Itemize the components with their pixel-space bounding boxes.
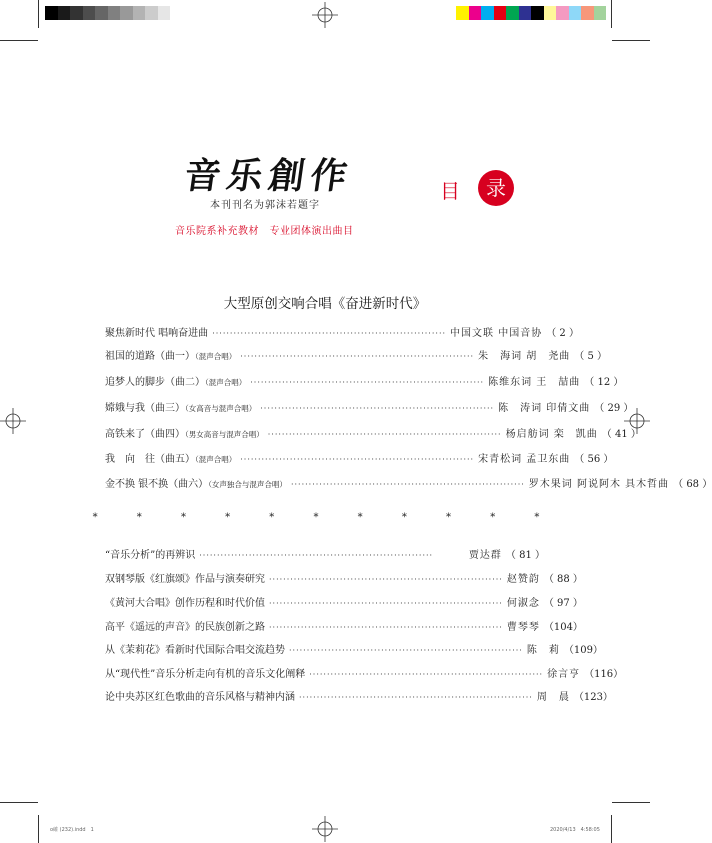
- entry-page: （ 81 ）: [505, 550, 545, 561]
- gray-swatch: [108, 6, 121, 20]
- entry-credit: 何淑念: [506, 598, 540, 609]
- entry-page: （116）: [584, 669, 624, 680]
- crop-mark: [38, 815, 39, 843]
- footer-file-info: o確 (232).indd 1: [50, 827, 94, 833]
- leader-dots: ··································································: [309, 670, 544, 679]
- entry-title: 祖国的道路（曲一）（混声合唱）: [105, 351, 237, 362]
- process-swatch: [569, 6, 582, 20]
- entry-title: 《黄河大合唱》创作历程和时代价值: [105, 598, 265, 609]
- leader-dots: ··································································: [269, 623, 503, 632]
- registration-mark-bottom: [312, 816, 338, 842]
- toc-heading-mu: 目: [440, 179, 460, 203]
- entry-credit: 贾达群: [468, 550, 502, 561]
- leader-dots: ··································································: [290, 480, 525, 489]
- toc-entry[interactable]: [105, 620, 583, 636]
- entry-title: 聚焦新时代 唱响奋进曲: [105, 328, 209, 339]
- entry-credit: 周 晨: [536, 692, 570, 703]
- leader-dots: ··································································: [240, 455, 475, 464]
- entry-credit: 罗木果词 阿说阿木 具木哲曲: [528, 479, 670, 490]
- grayscale-color-bar: [45, 6, 170, 20]
- entry-page: （109）: [563, 645, 603, 656]
- process-swatch: [556, 6, 569, 20]
- toc-entry[interactable]: [105, 643, 603, 659]
- entry-title: 我 向 往（曲五）（混声合唱）: [105, 454, 237, 465]
- entry-credit: 陈 莉: [526, 645, 560, 656]
- entry-page: （123）: [573, 692, 613, 703]
- entry-title: 高平《遥远的声音》的民族创新之路: [105, 622, 265, 633]
- gray-swatch: [95, 6, 108, 20]
- magazine-logo: 音乐創作: [181, 155, 356, 197]
- entry-credit: 中国文联 中国音协: [450, 328, 543, 339]
- crop-mark: [0, 40, 38, 41]
- toc-entry[interactable]: [105, 401, 634, 417]
- entry-page: （ 88 ）: [543, 574, 583, 585]
- entry-credit: 宋青松词 孟卫东曲: [478, 454, 571, 465]
- crop-mark: [38, 0, 39, 28]
- process-swatch: [544, 6, 557, 20]
- registration-mark-left: [0, 408, 26, 434]
- entry-title: “音乐分析”的再辨识: [105, 550, 196, 561]
- leader-dots: ··································································: [250, 378, 485, 387]
- separator-stars: * * * * * * * * * * *: [92, 512, 558, 523]
- leader-dots: ··································································: [240, 352, 475, 361]
- process-color-bar: [456, 6, 606, 20]
- toc-entry[interactable]: [105, 349, 608, 365]
- entry-page: （ 56 ）: [574, 454, 614, 465]
- toc-entry[interactable]: [105, 690, 613, 706]
- gray-swatch: [145, 6, 158, 20]
- gray-swatch: [58, 6, 71, 20]
- process-swatch: [519, 6, 532, 20]
- entry-title: 从“现代性”音乐分析走向有机的音乐文化阐释: [105, 669, 306, 680]
- entry-title: 双钢琴版《红旗颂》作品与演奏研究: [105, 574, 265, 585]
- process-swatch: [594, 6, 607, 20]
- footer-timestamp: 2020/4/13 4:58:05: [550, 827, 600, 833]
- section-title: 大型原创交响合唱《奋进新时代》: [223, 296, 427, 312]
- leader-dots: ··································································: [299, 693, 533, 702]
- leader-dots: ··································································: [269, 599, 503, 608]
- toc-entry[interactable]: [105, 572, 583, 588]
- entry-page: （ 41 ）: [601, 429, 641, 440]
- gray-swatch: [133, 6, 146, 20]
- entry-credit: 曹琴琴: [506, 622, 540, 633]
- toc-entry[interactable]: [105, 452, 614, 468]
- entry-title: 论中央苏区红色歌曲的音乐风格与精神内涵: [105, 692, 295, 703]
- leader-dots: ··································································: [267, 430, 502, 439]
- toc-heading-lu: 录: [478, 170, 514, 206]
- registration-mark-top: [312, 2, 338, 28]
- entry-credit: 杨启舫词 栾 凯曲: [505, 429, 598, 440]
- toc-entry[interactable]: [105, 375, 624, 391]
- entry-credit: 朱 海词 胡 尧曲: [478, 351, 571, 362]
- process-swatch: [456, 6, 469, 20]
- process-swatch: [531, 6, 544, 20]
- toc-entry[interactable]: [105, 427, 641, 443]
- gray-swatch: [83, 6, 96, 20]
- gray-swatch: [70, 6, 83, 20]
- gray-swatch: [45, 6, 58, 20]
- leader-dots: ··································································: [199, 551, 434, 560]
- crop-mark: [0, 802, 38, 803]
- entry-credit: 赵赞韵: [506, 574, 540, 585]
- toc-entry[interactable]: [105, 667, 624, 683]
- entry-page: （ 5 ）: [574, 351, 608, 362]
- entry-title: 追梦人的脚步（曲二）（混声合唱）: [105, 377, 247, 388]
- toc-entry[interactable]: [105, 477, 712, 493]
- red-note: 音乐院系补充教材 专业团体演出曲目: [175, 226, 354, 237]
- entry-page: （ 68 ）: [673, 479, 712, 490]
- process-swatch: [494, 6, 507, 20]
- entry-credit: 陈 涛词 印倩文曲: [498, 403, 591, 414]
- entry-title: 从《茉莉花》看新时代国际合唱交流趋势: [105, 645, 285, 656]
- logo-subtitle: 本刊刊名为郭沫若题字: [210, 200, 320, 211]
- entry-title: 嫦娥与我（曲三）（女高音与混声合唱）: [105, 403, 257, 414]
- leader-dots: ··································································: [269, 575, 503, 584]
- process-swatch: [506, 6, 519, 20]
- process-swatch: [481, 6, 494, 20]
- toc-entry[interactable]: [105, 326, 579, 342]
- entry-title: 高铁来了（曲四）（男女高音与混声合唱）: [105, 429, 264, 440]
- leader-dots: ··································································: [289, 646, 523, 655]
- gray-swatch: [158, 6, 171, 20]
- crop-mark: [612, 40, 650, 41]
- crop-mark: [612, 802, 650, 803]
- toc-entry[interactable]: [105, 596, 583, 612]
- entry-credit: 陈维东词 王 喆曲: [488, 377, 581, 388]
- entry-page: （ 2 ）: [546, 328, 579, 339]
- process-swatch: [581, 6, 594, 20]
- entry-page: （ 29 ）: [594, 403, 634, 414]
- gray-swatch: [120, 6, 133, 20]
- entry-credit: 徐言亨: [547, 669, 581, 680]
- process-swatch: [469, 6, 482, 20]
- entry-page: （104）: [543, 622, 583, 633]
- entry-page: （ 12 ）: [584, 377, 624, 388]
- toc-entry[interactable]: [105, 548, 545, 564]
- crop-mark: [611, 815, 612, 843]
- crop-mark: [611, 0, 612, 28]
- entry-page: （ 97 ）: [543, 598, 583, 609]
- leader-dots: ··································································: [260, 404, 495, 413]
- leader-dots: ··································································: [212, 329, 447, 338]
- entry-title: 金不换 银不换（曲六）（女声独合与混声合唱）: [105, 479, 287, 490]
